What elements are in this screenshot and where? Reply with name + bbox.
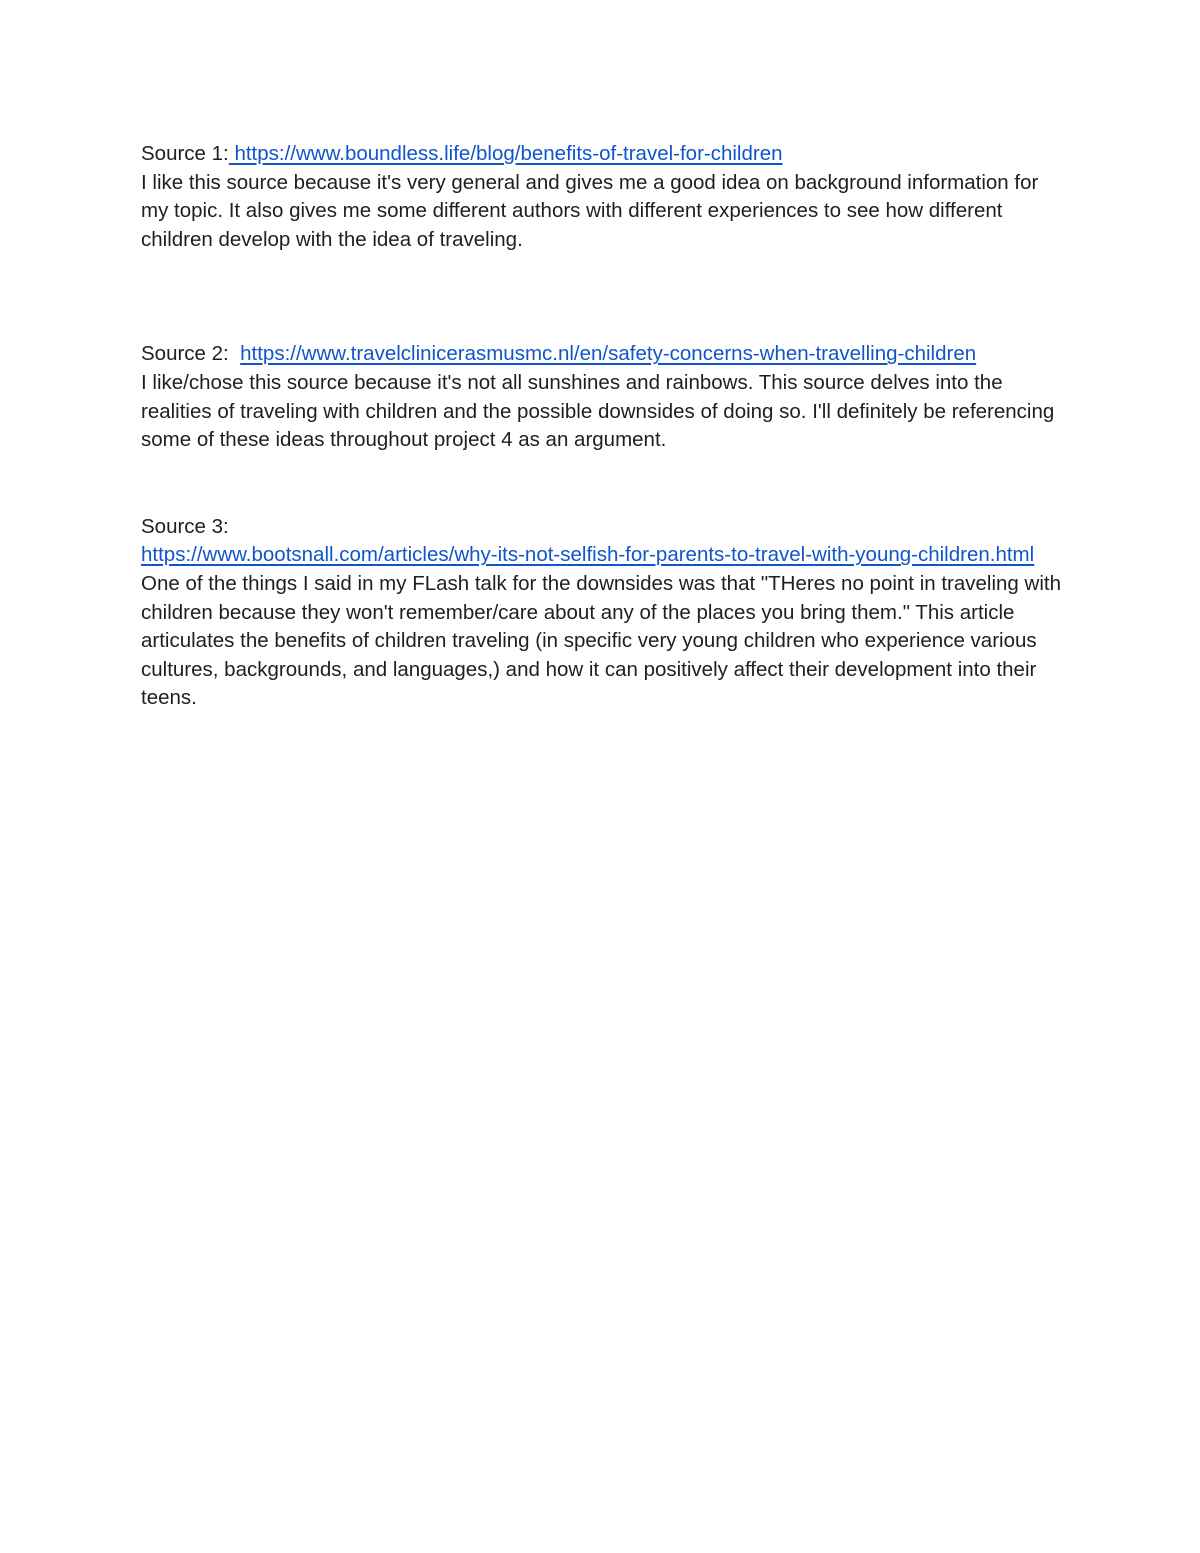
source-heading-2 — [141, 340, 1066, 369]
source-link-2[interactable]: https://www.travelclinicerasmusmc.nl/en/safety-concerns-when-travelling-children — [240, 342, 977, 366]
source-entry-3 — [141, 513, 1066, 713]
source-label-3: Source 3: — [141, 514, 229, 538]
source-label-2: Source 2: — [141, 342, 241, 366]
source-label-1: Source 1: — [141, 142, 229, 165]
source-url-line-3 — [141, 541, 1066, 570]
source-description-1: I like this source because it's very general and gives me a good idea on background information for my topic. It also gives me some different authors with different experiences to see how different children develop with the idea of traveling. — [141, 170, 1039, 251]
source-entry-1 — [141, 140, 1066, 254]
source-description-3: One of the things I said in my FLash talk for the downsides was that "THeres no point in traveling with children because they won't remember/care about any of the places you bring them." This article articulates the benefits of children traveling (in specific very young children who experience various cultures, backgrounds, and languages,) and how it can positively affect their development into their teens. — [141, 571, 1061, 710]
source-link-3[interactable]: https://www.bootsnall.com/articles/why-its-not-selfish-for-parents-to-travel-with-young-children.html — [141, 543, 1035, 567]
source-heading-1 — [141, 140, 1066, 169]
source-link-1[interactable]: https://www.boundless.life/blog/benefits-of-travel-for-children — [228, 142, 783, 165]
source-description-2: I like/chose this source because it's not all sunshines and rainbows. This source delves into the realities of traveling with children and the possible downsides of doing so. I'll definitely be referencing some of these ideas throughout project 4 as an argument. — [141, 370, 1055, 452]
source-heading-3 — [141, 513, 1066, 542]
source-entry-2 — [141, 340, 1066, 454]
document-body — [141, 140, 1066, 713]
